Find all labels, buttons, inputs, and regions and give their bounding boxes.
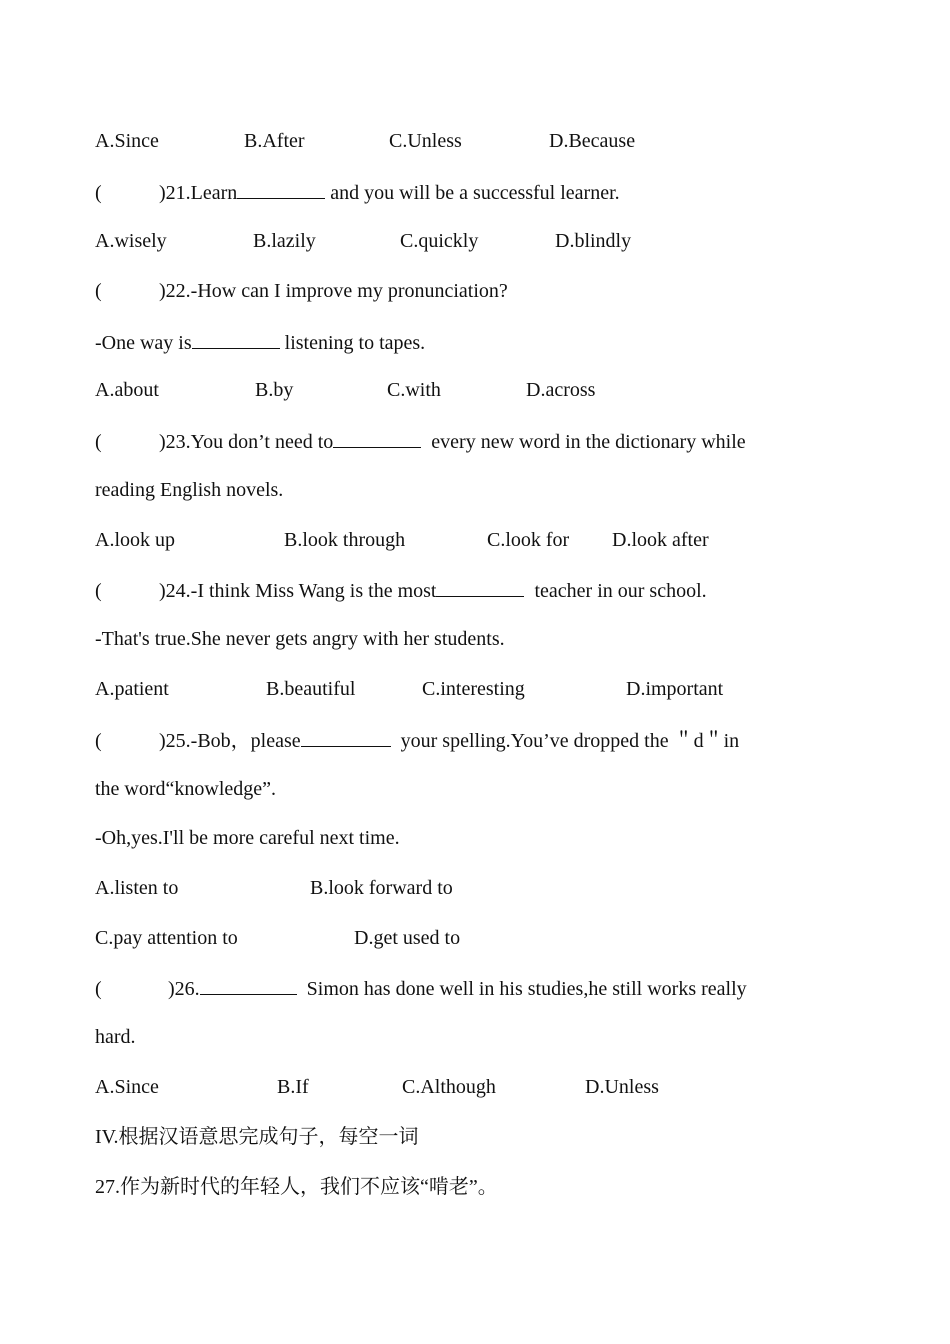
q23-number-text: )23.You don’t need to — [159, 431, 334, 453]
q20-option-b: B.After — [244, 130, 305, 152]
q24-number-text: )24.-I think Miss Wang is the most — [159, 580, 437, 602]
q22-option-b: B.by — [255, 379, 294, 401]
q23-options — [95, 528, 709, 552]
q21-option-d: D.blindly — [555, 230, 632, 252]
q23-blank[interactable] — [333, 428, 421, 448]
answer-paren[interactable]: ( — [95, 431, 102, 453]
q24-option-c: C.interesting — [422, 678, 525, 700]
answer-paren[interactable]: ( — [95, 730, 102, 752]
q24-after-text: teacher in our school. — [534, 580, 707, 602]
q22-option-a: A.about — [95, 379, 159, 401]
q21-option-a: A.wisely — [95, 230, 167, 252]
q26-option-a: A.Since — [95, 1076, 159, 1098]
q25-stem — [95, 727, 739, 751]
q26-number-text: )26. — [168, 978, 200, 1000]
q25-options-row2 — [95, 926, 461, 950]
q23-option-d: D.look after — [612, 529, 709, 551]
q21-options — [95, 229, 632, 253]
q24-stem — [95, 577, 707, 601]
q25-option-c: C.pay attention to — [95, 927, 238, 949]
q26-option-b: B.If — [277, 1076, 309, 1098]
q26-blank[interactable] — [200, 975, 297, 995]
q26-line2: hard. — [95, 1026, 136, 1048]
answer-paren[interactable]: ( — [95, 182, 102, 204]
q22-line2-after: listening to tapes. — [284, 332, 426, 354]
q24-option-b: B.beautiful — [266, 678, 356, 700]
q23-after-text: every new word in the dictionary while — [431, 431, 746, 453]
q26-option-c: C.Although — [402, 1076, 496, 1098]
q25-option-a: A.listen to — [95, 877, 179, 899]
q27-prompt: 27.作为新时代的年轻人，我们不应该“啃老”。 — [95, 1176, 498, 1198]
q21-stem — [95, 179, 620, 203]
q20-option-a: A.Since — [95, 130, 159, 152]
q21-blank[interactable] — [237, 179, 325, 199]
q25-blank[interactable] — [301, 727, 391, 747]
q23-option-c: C.look for — [487, 529, 570, 551]
q24-option-d: D.important — [626, 678, 724, 700]
q22-options — [95, 378, 596, 402]
q20-option-d: D.Because — [549, 130, 636, 152]
q25-option-b: B.look forward to — [310, 877, 453, 899]
q24-option-a: A.patient — [95, 678, 169, 700]
q23-option-b: B.look through — [284, 529, 406, 551]
q26-options — [95, 1075, 659, 1099]
q22-number-text: )22.-How can I improve my pronunciation? — [159, 280, 508, 302]
q21-number-text: )21.Learn — [159, 182, 238, 204]
q23-stem — [95, 428, 746, 452]
q23-line2: reading English novels. — [95, 479, 284, 501]
section-4-heading: IV.根据汉语意思完成句子，每空一词 — [95, 1126, 419, 1148]
q26-after-text: Simon has done well in his studies,he still works really — [306, 978, 747, 1000]
q26-stem — [95, 975, 747, 999]
q25-after-text: your spelling.You’ve dropped the ＂d＂in — [400, 730, 740, 752]
q21-option-b: B.lazily — [253, 230, 316, 252]
q20-options — [95, 129, 636, 153]
q22-option-c: C.with — [387, 379, 441, 401]
q24-blank[interactable] — [436, 577, 524, 597]
q24-options — [95, 677, 724, 701]
q24-line2: -That's true.She never gets angry with her students. — [95, 628, 505, 650]
answer-paren[interactable]: ( — [95, 280, 102, 302]
q25-line2: the word“knowledge”. — [95, 778, 277, 800]
q22-stem — [95, 279, 508, 303]
q21-option-c: C.quickly — [400, 230, 479, 252]
q25-line3: -Oh,yes.I'll be more careful next time. — [95, 827, 400, 849]
q26-option-d: D.Unless — [585, 1076, 659, 1098]
q22-blank[interactable] — [192, 329, 280, 349]
answer-paren[interactable]: ( — [95, 978, 102, 1000]
q22-line2 — [95, 329, 425, 353]
q22-option-d: D.across — [526, 379, 596, 401]
q25-option-d: D.get used to — [354, 927, 461, 949]
q25-number-text: )25.-Bob，please — [159, 730, 301, 752]
q20-option-c: C.Unless — [389, 130, 462, 152]
q25-options-row1 — [95, 876, 453, 900]
q22-line2-before: -One way is — [95, 332, 192, 354]
q21-after-text: and you will be a successful learner. — [330, 182, 620, 204]
q23-option-a: A.look up — [95, 529, 175, 551]
answer-paren[interactable]: ( — [95, 580, 102, 602]
